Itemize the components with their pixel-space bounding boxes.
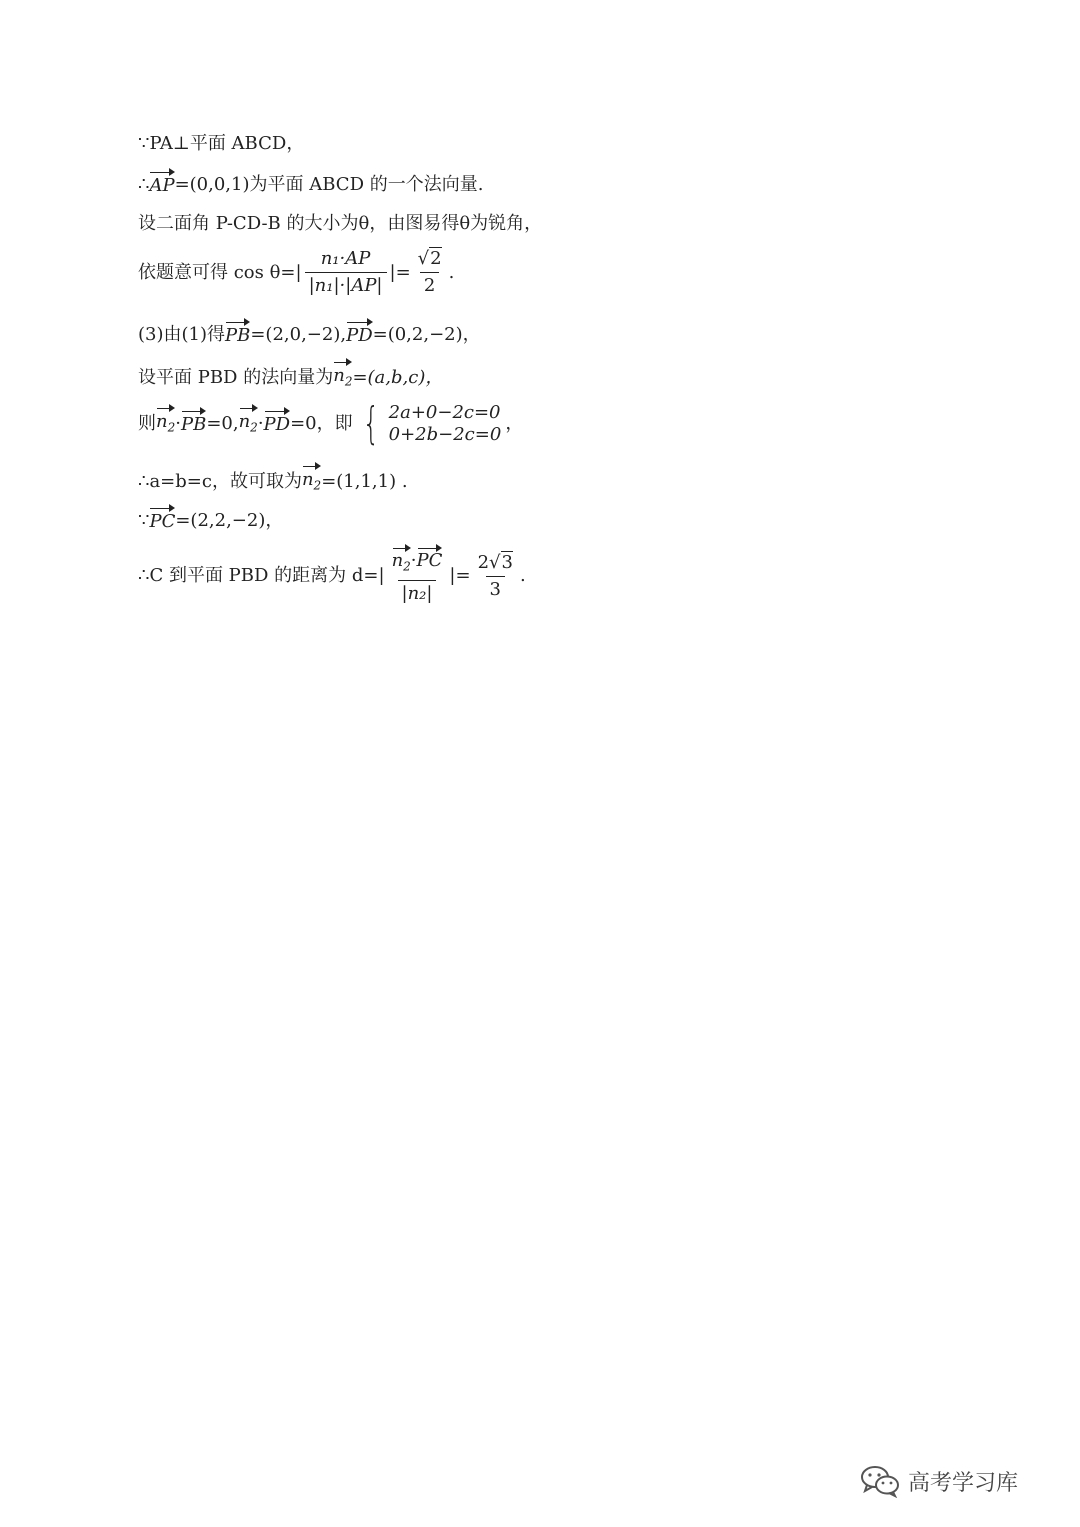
sqrt-radicand: 3	[501, 551, 513, 573]
equals-zero: =0,	[206, 413, 239, 434]
dot-operator: ·	[175, 413, 181, 434]
result-denominator: 2	[420, 272, 439, 297]
equation-system	[357, 398, 502, 449]
line-3	[138, 212, 542, 236]
sqrt-symbol: √2	[417, 248, 442, 269]
sqrt-symbol: √3	[489, 551, 513, 573]
coefficient: 2	[477, 551, 490, 573]
vector-pb: PB	[225, 322, 250, 348]
line-4	[138, 248, 454, 297]
equals-zero-ie: =0，即	[290, 413, 353, 434]
line-8	[138, 466, 408, 498]
line-4-period: .	[448, 261, 455, 283]
vector-pc: PC	[416, 550, 443, 571]
vector-n2-subscript: 2	[403, 559, 411, 574]
vector-n2-value: =(a,b,c)，	[352, 366, 444, 388]
line-10-period: .	[519, 565, 526, 587]
line-7-comma: ，	[505, 413, 524, 434]
vector-pb: PB	[181, 411, 206, 437]
vector-n2-subscript: 2	[250, 420, 258, 435]
equation-rows	[389, 402, 502, 446]
line-6-prefix: 设平面 PBD 的法向量为	[138, 366, 334, 388]
vector-pc: PC	[149, 508, 175, 534]
vector-n2-letter: n	[238, 411, 251, 433]
distance-result-denominator: 3	[486, 576, 505, 601]
vector-n2	[392, 548, 411, 578]
vector-n2-subscript: 2	[167, 420, 176, 435]
line-10	[138, 548, 526, 605]
equation-row-2: 0+2b−2c=0	[388, 424, 502, 445]
vector-pb-value: =(2,0,−2),	[250, 324, 347, 345]
vector-n2	[333, 362, 352, 394]
line-6	[138, 362, 443, 394]
vector-pc-value: =(2,2,−2)，	[175, 510, 284, 531]
distance-result-numerator	[474, 552, 517, 576]
cos-fraction-numerator: n₁·AP	[320, 248, 371, 269]
line-7-prefix: 则	[138, 413, 156, 434]
vector-n2	[156, 408, 175, 440]
line-7	[138, 398, 524, 449]
watermark	[860, 1464, 1018, 1498]
vector-n2-letter: n	[156, 411, 168, 433]
sqrt-radicand: 2	[430, 248, 442, 269]
line-10-prefix: ∴C 到平面 PBD 的距离为 d=|	[138, 565, 385, 587]
line-1	[138, 132, 304, 156]
line-5	[138, 322, 481, 348]
vector-n2-letter: n	[301, 469, 314, 490]
distance-numerator	[388, 548, 447, 580]
vector-pd: PD	[264, 411, 291, 437]
vector-ap-value: =(0,0,1)	[174, 174, 250, 195]
vector-ap: AP	[149, 172, 174, 198]
vector-pd: PD	[346, 322, 373, 348]
line-9	[138, 508, 283, 534]
vector-n2-subscript: 2	[313, 478, 322, 493]
vector-pd-value: =(0,2,−2)，	[372, 324, 481, 345]
line-1-text: ∵PA⊥平面 ABCD，	[138, 133, 305, 154]
vector-n2	[302, 466, 321, 498]
wechat-icon	[860, 1464, 900, 1498]
dot-operator: ·	[257, 413, 264, 434]
vector-n2-letter: n	[391, 550, 404, 571]
abs-equals: |=	[389, 261, 411, 283]
equation-row-1: 2a+0−2c=0	[388, 402, 501, 423]
distance-result	[474, 552, 517, 601]
abs-equals: |=	[449, 565, 471, 587]
line-4-prefix: 依题意可得 cos θ=|	[138, 261, 302, 283]
distance-denominator: |n₂|	[398, 580, 437, 605]
because-symbol: ∵	[138, 510, 150, 531]
cos-fraction-denominator: |n₁|·|AP|	[305, 272, 387, 297]
vector-n2-letter: n	[333, 365, 345, 386]
result-numerator	[414, 248, 446, 272]
watermark-text: 高考学习库	[908, 1470, 1019, 1496]
vector-n2	[239, 408, 258, 440]
line-2	[138, 172, 483, 198]
line-8-prefix: ∴a=b=c，故可取为	[138, 470, 302, 492]
vector-n2-value: =(1,1,1) .	[321, 470, 408, 492]
cos-fraction	[305, 248, 387, 297]
therefore-symbol: ∴	[138, 174, 150, 195]
line-3-text: 设二面角 P-CD-B 的大小为θ，由图易得θ为锐角，	[138, 213, 543, 234]
result-fraction	[414, 248, 446, 297]
dot-operator: ·	[410, 550, 417, 571]
line-5-prefix: (3)由(1)得	[138, 324, 225, 345]
left-brace: {	[362, 398, 380, 449]
vector-n2-subscript: 2	[344, 374, 353, 389]
line-2-tail: 为平面 ABCD 的一个法向量.	[249, 174, 484, 195]
distance-fraction	[388, 548, 447, 605]
